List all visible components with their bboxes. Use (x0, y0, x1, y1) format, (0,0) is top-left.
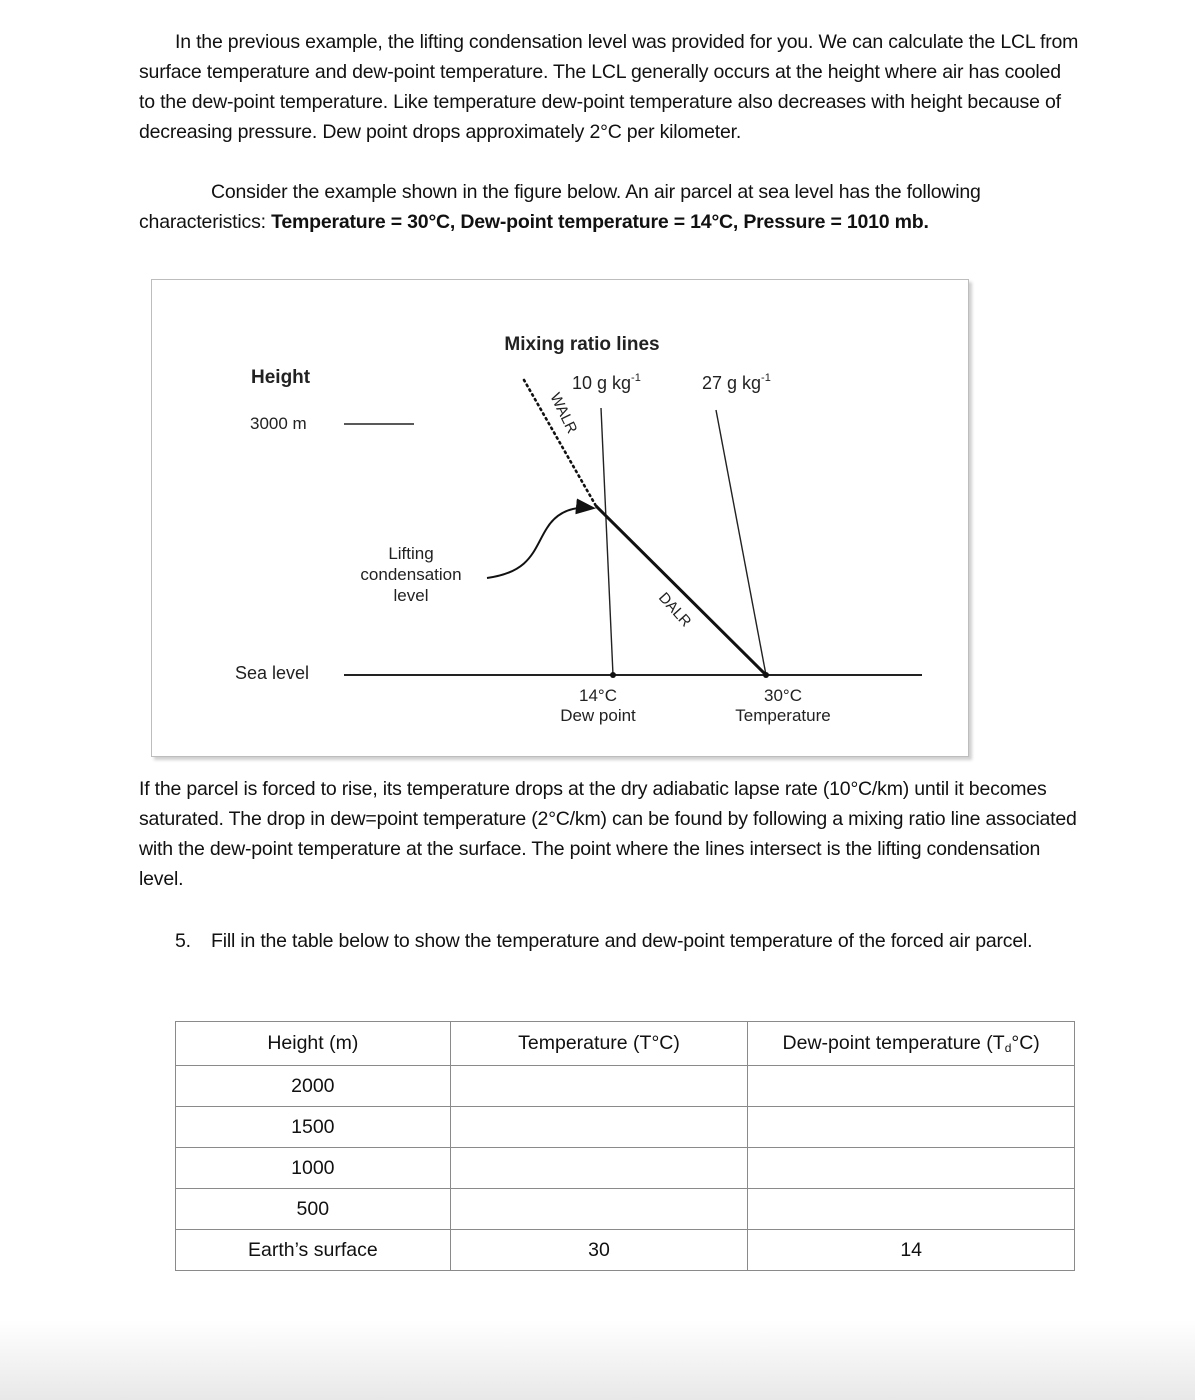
cell-height: Earth’s surface (176, 1230, 451, 1271)
answer-table (175, 1021, 1075, 1271)
explanation-text: If the parcel is forced to rise, its temperature drops at the dry adiabatic lapse rate (10°C/km) until it becomes saturated. The drop in dew=point temperature (2°C/km) can be found by following a mixing ratio line associated with the dew-point temperature at the surface. The point where the lines intersect is the lifting condensation level. (139, 778, 1077, 890)
intro-paragraph-2-text: Consider the example shown in the figure below. An air parcel at sea level has the following characteristics: (139, 181, 981, 233)
cell-temperature[interactable] (450, 1066, 748, 1107)
cell-dewpoint: 14 (748, 1230, 1075, 1271)
cell-dewpoint[interactable] (748, 1148, 1075, 1189)
cell-height: 500 (176, 1189, 451, 1230)
cell-dewpoint[interactable] (748, 1066, 1075, 1107)
table-row (176, 1066, 1075, 1107)
cell-height: 1000 (176, 1148, 451, 1189)
figure-title: Mixing ratio lines (504, 334, 660, 355)
dalr-line (596, 506, 766, 675)
lcl-diagram-svg (152, 280, 968, 756)
cell-dewpoint[interactable] (748, 1107, 1075, 1148)
height-axis-label: Height (251, 367, 311, 388)
table-row (176, 1148, 1075, 1189)
intro-paragraph-1 (139, 27, 1079, 147)
mixing-ratio-10-line (601, 408, 613, 675)
mixing-ratio-27-label: 27 g $kg^{-1}$ (702, 372, 771, 393)
question-text: Fill in the table below to show the temperature and dew-point temperature of the forced air parcel. (211, 930, 1033, 952)
lcl-label-line-2: condensation (360, 565, 462, 584)
height-3000-label: 3000 m (250, 414, 307, 433)
header-dewpoint: Dew-point temperature $(T_d^\circ C)$ (748, 1022, 1075, 1066)
lcl-label-line-3: level (393, 586, 429, 605)
temperature-marker (763, 672, 769, 678)
explanation-paragraph (139, 774, 1079, 894)
walr-label: WALR (546, 390, 581, 437)
lcl-arrow-icon (487, 508, 592, 578)
table-row (176, 1107, 1075, 1148)
question-5 (175, 926, 1055, 956)
lcl-diagram (151, 279, 969, 757)
intro-paragraph-2 (139, 177, 1079, 237)
cell-temperature[interactable] (450, 1148, 748, 1189)
cell-height: 1500 (176, 1107, 451, 1148)
parcel-characteristics: Temperature = 30°C, Dew-point temperature = 14°C, Pressure = 1010 mb. (271, 211, 929, 233)
table-header-row (176, 1022, 1075, 1066)
header-height: Height (m) (176, 1022, 451, 1066)
cell-temperature[interactable] (450, 1107, 748, 1148)
mixing-ratio-27-line (716, 410, 766, 675)
cell-dewpoint[interactable] (748, 1189, 1075, 1230)
header-temperature: Temperature (T°C) (450, 1022, 748, 1066)
dew-point-value: 14°C (579, 686, 617, 705)
question-number: 5. (175, 930, 191, 952)
cell-temperature[interactable] (450, 1189, 748, 1230)
table-row (176, 1189, 1075, 1230)
sea-level-label: Sea level (235, 663, 310, 683)
dew-point-marker (610, 672, 616, 678)
mixing-ratio-10-label: 10 g $kg^{-1}$ (572, 372, 641, 393)
intro-paragraph-1-text: In the previous example, the lifting condensation level was provided for you. We can calculate the LCL from surface temperature and dew-point temperature. The LCL generally occurs at the height where air has cooled to the dew-point temperature. Like temperature dew-point temperature also decreases with height because of decreasing pressure. Dew point drops approximately 2°C per kilometer. (139, 31, 1079, 143)
temperature-value: 30°C (764, 686, 802, 705)
dalr-label: DALR (655, 589, 695, 631)
dew-point-label: Dew point (560, 706, 636, 725)
table-row (176, 1230, 1075, 1271)
temperature-label: Temperature (735, 706, 831, 725)
cell-height: 2000 (176, 1066, 451, 1107)
cell-temperature: 30 (450, 1230, 748, 1271)
lcl-label-line-1: Lifting (388, 544, 434, 563)
